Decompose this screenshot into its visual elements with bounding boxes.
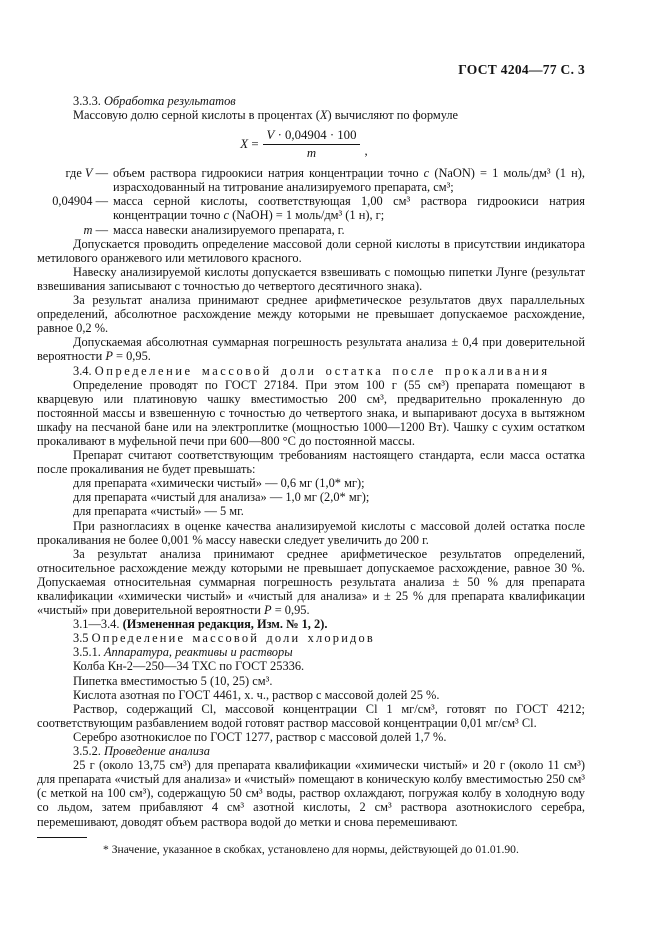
paragraph-formula-intro (37, 108, 585, 122)
list-item (37, 504, 585, 518)
text-segment: Обработка результатов (103, 94, 236, 108)
text-segment: Определение проводят по ГОСТ 27184. При этом 100 г (55 см³) препарата помещают в кварцевую или платиновую чашку вместимостью 200 см³, предварительно прокаленную до постоянной массы и взвешенную с точностью до четвертого знака, и выпаривают досуха в вытяжном шкафу на песчаной бане или на электроплитке (мощностью 1000—1200 Вт). Чашку с сухим остатком прокаливают в муфельной печи при 600—800 °С до постоянной массы. (37, 377, 585, 448)
section-3-5-heading (37, 631, 585, 645)
legend-term (37, 166, 108, 194)
text-segment: V (84, 166, 93, 181)
text-segment: = 0,95. (112, 349, 151, 364)
text-segment: Навеску анализируемой кислоты допускается взвешивать с помощью пипетки Лунге (результат взвешивания записывают с точностью до четвертого десятичного знака). (37, 264, 585, 293)
text-segment: Препарат считают соответствующим требованиям настоящего стандарта, если масса остатка после прокаливания не будет превышать: (37, 448, 585, 477)
text-segment: 3.3.3. (73, 94, 104, 108)
amendment-note (37, 617, 585, 631)
text-segment: m (306, 146, 317, 161)
paragraph (37, 265, 585, 293)
legend-term (37, 194, 108, 222)
text-segment: объем раствора гидроокиси натрия концентрации точно (113, 166, 424, 181)
text-segment: Допускаемая абсолютная суммарная погрешность результата анализа ± 0,4 при доверительной вероятности (37, 335, 585, 364)
paragraph (37, 519, 585, 547)
section-3-5-2-heading (37, 744, 585, 758)
text-segment: — (92, 222, 108, 237)
text-segment: P (105, 349, 113, 364)
doc-number: ГОСТ 4204—77 С. 3 (458, 62, 585, 77)
text-segment: 3.5.1. (73, 645, 104, 660)
text-segment: X (319, 108, 328, 123)
legend-definition (113, 194, 585, 222)
footnote-text: * Значение, указанное в скобках, установлено для нормы, действующей до 01.01.90. (103, 842, 519, 856)
text-segment: 3.5 (73, 631, 92, 646)
paragraph (37, 730, 585, 744)
text-segment: для препарата «чистый» — 5 мг. (73, 504, 244, 519)
text-segment: Допускается проводить определение массовой доли серной кислоты в присутствии индикатора метилового оранжевого или метилового красного. (37, 236, 585, 265)
text-segment: 3.1—3.4. (73, 617, 123, 632)
document-body (37, 94, 585, 829)
paragraph (37, 448, 585, 476)
text-segment: = (248, 137, 259, 152)
text-segment: c (223, 208, 230, 223)
text-segment: · 0,04904 · 100 (274, 128, 357, 143)
text-segment: для препарата «химически чистый» — 0,6 мг (1,0* мг); (73, 476, 365, 491)
list-item (37, 490, 585, 504)
section-3-4-heading (37, 364, 585, 378)
text-segment: Аппаратура, реактивы и растворы (103, 645, 293, 660)
paragraph (37, 688, 585, 702)
paragraph (37, 702, 585, 730)
paragraph (37, 547, 585, 617)
text-segment: Серебро азотнокислое по ГОСТ 1277, раствор с массовой долей 1,7 %. (73, 729, 447, 744)
text-segment: Раствор, содержащий Cl, массовой концентрации Cl 1 мг/см³, готовят по ГОСТ 4212; соответствующим разбавлением водой готовят раствор массовой концентрации 0,01 мг/см³ Cl. (37, 701, 585, 730)
text-segment: масса серной кислоты, соответствующая 1,00 см³ раствора гидроокиси натрия концентрации точно (113, 194, 585, 223)
text-segment: При разногласиях в оценке качества анализируемой кислоты с массовой долей остатка после прокаливания не более 0,001 % массу навески следует увеличить до 200 г. (37, 518, 585, 547)
formula-lhs (240, 137, 258, 152)
list-item (37, 476, 585, 490)
text-segment: P (264, 603, 272, 618)
text-segment: V (266, 128, 275, 143)
text-segment: За результат анализа принимают среднее арифметическое результатов двух параллельных определений, абсолютное расхождение между которыми не превышает допускаемое расхождение, равное 0,2 %. (37, 293, 585, 336)
text-segment: 3.4. (73, 363, 95, 378)
legend-term (37, 223, 108, 237)
footnote (37, 837, 585, 856)
text-segment: — (92, 166, 108, 181)
footnote-divider (37, 837, 87, 838)
text-segment: Колба Кн-2—250—34 ТХС по ГОСТ 25336. (73, 659, 305, 674)
text-segment: = 0,95. (271, 603, 310, 618)
text-segment: ) вычисляют по формуле (327, 108, 459, 123)
text-segment: (NaOH) = 1 моль/дм³ (1 н), г; (229, 208, 385, 223)
paragraph (37, 237, 585, 265)
text-segment: Определение массовой доли остатка после прокаливания (94, 363, 550, 378)
text-segment: Пипетка вместимостью 5 (10, 25) см³. (73, 673, 273, 688)
legend-definition (113, 223, 585, 237)
text-segment: масса навески анализируемого препарата, г. (113, 222, 345, 237)
formula-legend (37, 166, 585, 236)
text-segment: Определение массовой доли хлоридов (91, 631, 375, 646)
mass-fraction-formula (37, 128, 571, 161)
text-segment: За результат анализа принимают среднее арифметическое результатов определений, относительное расхождение между которыми не превышает допускаемое расхождение, равное 30 %. Допускаемая относительная суммарная погрешность результата анализа ± 50 % для препарата квалификации «химически чистый» и «чистый для анализа» и ± 25 % для препарата квалификации «чистый» при доверительной вероятности (37, 546, 585, 618)
fraction-numerator (263, 128, 361, 145)
text-segment: Массовую долю серной кислоты в процентах ( (73, 108, 320, 123)
text-segment: (NaON) = 1 моль/дм³ (1 н), израсходованный на титрование анализируемого препарата, см³; (113, 166, 585, 195)
paragraph (37, 293, 585, 335)
legend-definition (113, 166, 585, 194)
text-segment: (Измененная редакция, Изм. № 1, 2). (122, 617, 328, 632)
text-segment: 25 г (около 13,75 см³) для препарата квалификации «химически чистый» и 20 г (около 11 см³) для препарата «чистый для анализа» и «чистый» помещают в коническую колбу вместимостью 250 см³ (с меткой на 100 см³), содержащую 50 см³ воды, раствор охлаждают, погружая колбу в холодную воду со льдом, затем прибавляют 4 см³ азотной кислоты, 2 см³ раствора азотнокислого серебра, перемешивают, доводят объем раствора водой до метки и снова перемешивают. (37, 758, 585, 829)
formula-comma: , (364, 144, 368, 159)
text-segment: где (65, 166, 85, 181)
section-3-5-1-heading (37, 645, 585, 659)
page-header (37, 62, 585, 77)
paragraph (37, 674, 585, 688)
fraction (263, 128, 361, 161)
text-segment: для препарата «чистый для анализа» — 1,0 мг (2,0* мг); (73, 490, 370, 505)
paragraph (37, 335, 585, 363)
text-segment: m (83, 222, 93, 237)
text-segment: 0,04904 — (52, 194, 108, 209)
text-segment: X (240, 137, 249, 152)
section-3-3-3-heading (37, 94, 585, 108)
paragraph (37, 378, 585, 448)
paragraph (37, 758, 585, 828)
text-segment: c (423, 166, 430, 181)
text-segment: Проведение анализа (103, 744, 210, 759)
fraction-denominator (263, 145, 361, 161)
paragraph (37, 659, 585, 673)
text-segment: 3.5.2. (73, 744, 104, 759)
text-segment: Кислота азотная по ГОСТ 4461, х. ч., раствор с массовой долей 25 %. (73, 687, 440, 702)
